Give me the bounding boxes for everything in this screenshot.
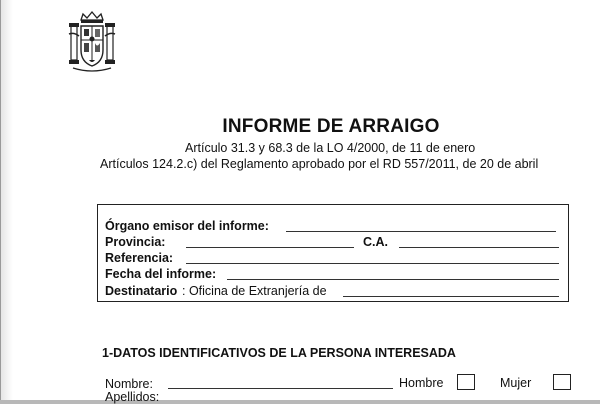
referencia-field[interactable] [186, 263, 559, 264]
mujer-label: Mujer [500, 376, 532, 390]
ca-field[interactable] [399, 247, 559, 248]
mujer-checkbox[interactable] [553, 374, 571, 390]
legal-reference-line-1: Artículo 31.3 y 68.3 de la LO 4/2000, de 11 de enero [185, 141, 476, 155]
destinatario-value: : Oficina de Extranjería de [182, 284, 327, 298]
destinatario-field[interactable] [343, 296, 559, 297]
apellidos-label: Apellidos: [105, 390, 160, 404]
fecha-informe-label: Fecha del informe: [105, 267, 217, 281]
spanish-coat-of-arms-icon [67, 10, 117, 74]
nombre-label: Nombre: [105, 377, 153, 391]
provincia-field[interactable] [186, 247, 354, 248]
ca-label: C.A. [363, 235, 388, 249]
nombre-field[interactable] [168, 388, 393, 389]
document-title: INFORME DE ARRAIGO [222, 116, 440, 137]
fecha-informe-field[interactable] [227, 279, 559, 280]
hombre-label: Hombre [399, 376, 444, 390]
provincia-label: Provincia: [105, 235, 166, 249]
referencia-label: Referencia: [105, 251, 174, 265]
organo-emisor-label: Órgano emisor del informe: [105, 219, 269, 233]
legal-reference-line-2: Artículos 124.2.c) del Reglamento aprobado por el RD 557/2011, de 20 de abril [100, 157, 539, 171]
destinatario-label: Destinatario [105, 284, 178, 298]
organo-emisor-field[interactable] [286, 231, 556, 232]
section-heading: 1-DATOS IDENTIFICATIVOS DE LA PERSONA INTERESADA [102, 346, 456, 360]
hombre-checkbox[interactable] [457, 374, 475, 390]
